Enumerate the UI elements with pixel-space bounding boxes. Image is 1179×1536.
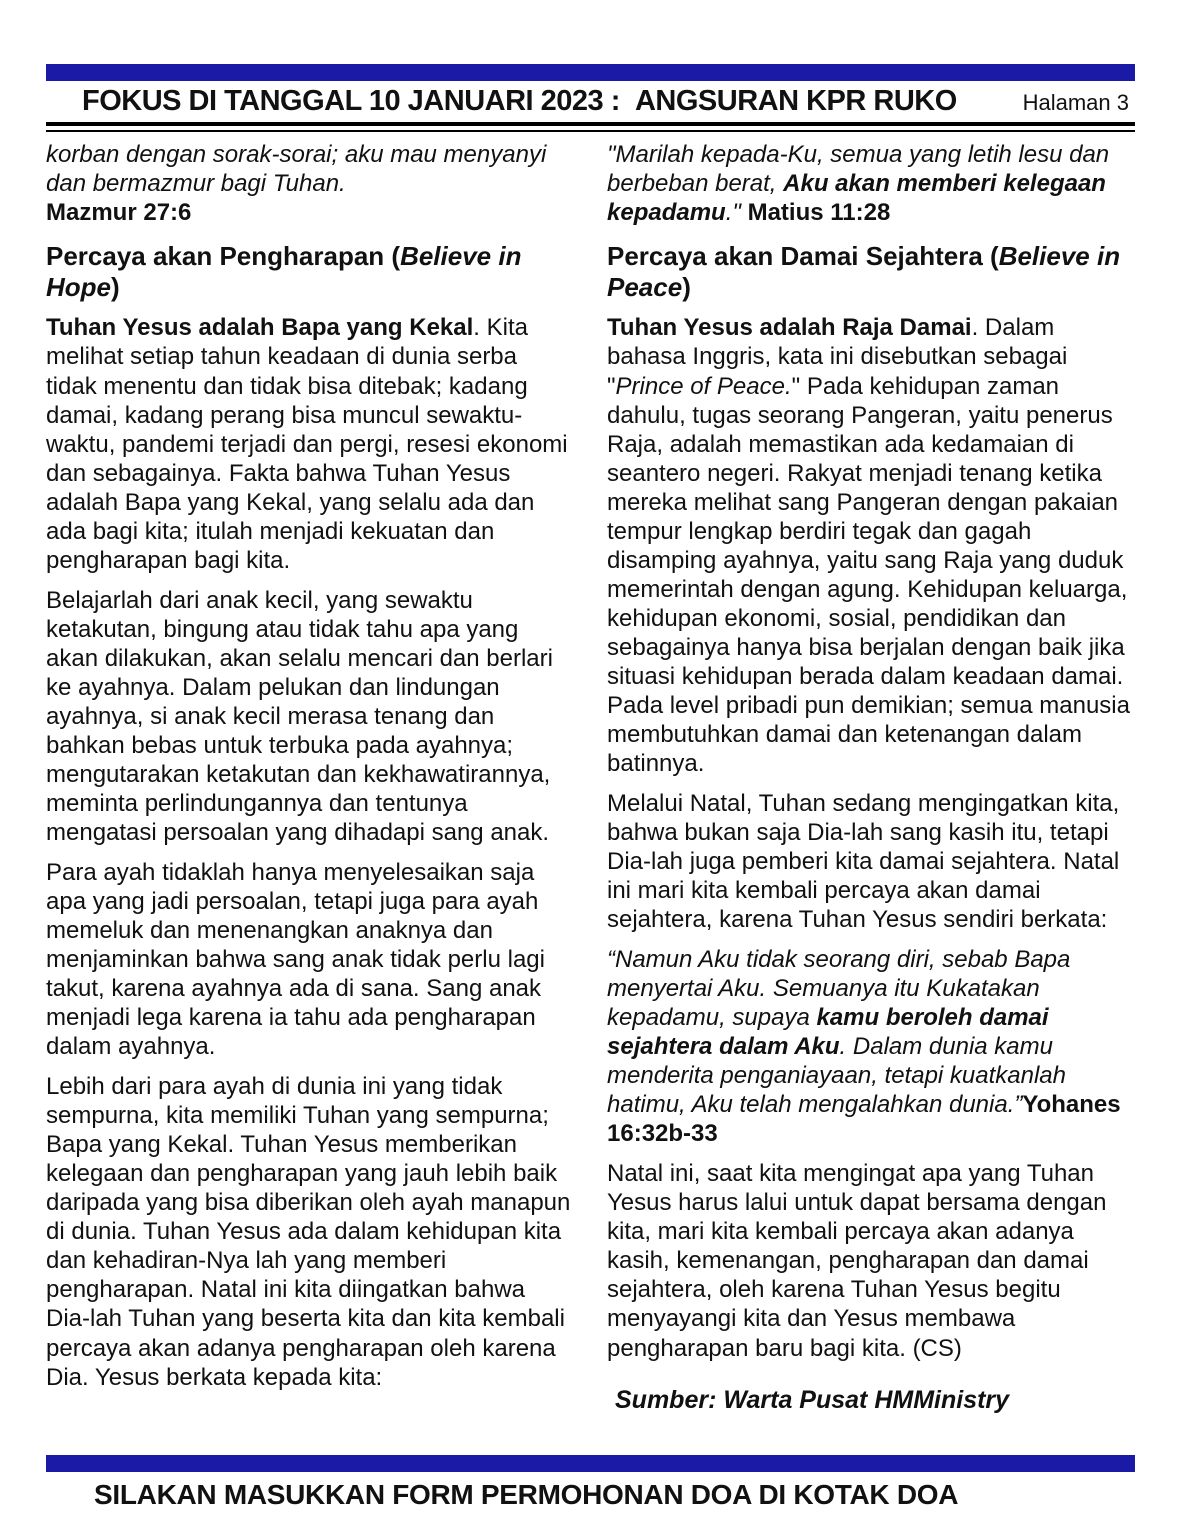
text-run: Lebih dari para ayah di dunia ini yang tidak sempurna, kita memiliki Tuhan yang sempurna; Bapa yang Kekal. Tuhan Yesus memberikan kelegaan dan pengharapan yang jauh lebih baik daripada yang bisa diberikan oleh ayah manapun di dunia. Tuhan Yesus ada dalam kehidupan kita dan kehadiran-Nya lah yang memberi pengharapan. Natal ini kita diingatkan bahwa Dia-lah Tuhan yang beserta kita dan kita kembali percaya akan adanya pengharapan oleh karena Dia. Yesus berkata kepada kita: <box>46 1073 571 1391</box>
paragraph <box>607 789 1135 934</box>
paragraph <box>46 313 574 574</box>
text-run: Belajarlah dari anak kecil, yang sewaktu ketakutan, bingung atau tidak tahu apa yang akan dilakukan, akan selalu mencari dan berlari ke ayahnya. Dalam pelukan dan lindungan ayahnya, si anak kecil merasa tenang dan bahkan bebas untuk terbuka pada ayahnya; mengutarakan ketakutan dan kekhawatirannya, meminta perlindungannya dan tentunya mengatasi persoalan yang dihadapi sang anak. <box>46 586 553 846</box>
paragraph <box>607 1159 1135 1362</box>
page-footer <box>46 1455 1135 1511</box>
heading <box>46 241 574 302</box>
header-accent-bar <box>46 64 1135 81</box>
text-run: . Dalam dunia kamu menderita penganiayaan, tetapi kuatkanlah hatimu, Aku telah mengalahkan dunia.” <box>607 1033 1066 1119</box>
text-run: " Pada kehidupan zaman dahulu, tugas seorang Pangeran, yaitu penerus Raja, adalah memastikan ada kedamaian di seantero negeri. Rakyat menjadi tenang ketika mereka melihat sang Pangeran dengan pakaian tempur lengkap berdiri tegak dan gagah disamping ayahnya, yaitu sang Raja yang duduk memerintah dengan agung. Kehidupan keluarga, kehidupan ekonomi, sosial, pendidikan dan sebagainya hanya bisa berjalan dengan baik jika situasi kehidupan berada dalam keadaan damai. Pada level pribadi pun demikian; semua manusia membutuhkan damai dan ketenangan dalam batinnya. <box>607 372 1130 777</box>
text-run: Believe in Hope <box>46 241 522 302</box>
text-run: "Marilah kepada-Ku, semua yang letih lesu dan berbeban berat, <box>607 141 1110 198</box>
text-run: Percaya akan Pengharapan ( <box>46 241 401 272</box>
text-run: Melalui Natal, Tuhan sedang mengingatkan kita, bahwa bukan saja Dia-lah sang kasih itu, tetapi Dia-lah juga pemberi kita damai sejahtera. Natal ini mari kita kembali percaya akan damai sejahtera, karena Tuhan Yesus sendiri berkata: <box>607 789 1120 934</box>
text-run: Natal ini, saat kita mengingat apa yang Tuhan Yesus harus lalui untuk dapat bersama dengan kita, mari kita kembali percaya akan adanya kasih, kemenangan, pengharapan dan damai sejahtera, oleh karena Tuhan Yesus begitu menyayangi kita dan Yesus membawa pengharapan baru bagi kita. (CS) <box>607 1160 1107 1362</box>
verse <box>46 140 574 227</box>
text-run: Tuhan Yesus adalah Bapa yang Kekal <box>46 314 474 342</box>
page-number: Halaman 3 <box>1022 90 1129 115</box>
footer-text: SILAKAN MASUKKAN FORM PERMOHONAN DOA DI KOTAK DOA <box>94 1479 959 1510</box>
text-run: korban dengan sorak-sorai; aku mau menyanyi dan bermazmur bagi Tuhan. <box>46 141 547 198</box>
paragraph <box>46 858 574 1061</box>
page-title: FOKUS DI TANGGAL 10 JANUARI 2023 : ANGSURAN KPR RUKO <box>82 85 957 117</box>
text-run: Para ayah tidaklah hanya menyelesaikan saja apa yang jadi persoalan, tetapi juga para ayah memeluk dan menenangkan anaknya dan menjaminkan bahwa sang anak tidak perlu lagi takut, karena ayahnya ada di sana. Sang anak menjadi lega karena ia tahu ada pengharapan dalam ayahnya. <box>46 859 545 1061</box>
text-run: ) <box>111 271 120 302</box>
text-run: . Dalam bahasa Inggris, kata ini disebutkan sebagai " <box>607 314 1068 400</box>
paragraph <box>607 313 1135 778</box>
paragraph <box>46 586 574 847</box>
text-run: kamu beroleh damai sejahtera dalam Aku <box>607 1004 1049 1061</box>
column-left <box>46 140 574 1446</box>
footer-accent-bar <box>46 1455 1135 1472</box>
text-run: “Namun Aku tidak seorang diri, sebab Bapa menyertai Aku. Semuanya itu Kukatakan kepadamu, supaya <box>607 946 1071 1032</box>
text-run: Yohanes 16:32b-33 <box>607 1091 1121 1148</box>
verse <box>607 945 1135 1148</box>
verse <box>607 140 1135 227</box>
text-run: ) <box>682 271 691 302</box>
text-run: Mazmur 27:6 <box>46 199 192 227</box>
text-run: Aku akan memberi kelegaan kepadamu <box>607 170 1106 227</box>
paragraph <box>46 1072 574 1391</box>
header-rule <box>46 122 1135 132</box>
text-run: Percaya akan Damai Sejahtera ( <box>607 241 999 272</box>
text-run: ." <box>725 199 748 227</box>
article-body <box>46 140 1135 1446</box>
source <box>607 1385 1135 1415</box>
text-run: Matius 11:28 <box>747 199 891 227</box>
column-right <box>607 140 1135 1446</box>
text-run: Prince of Peace. <box>615 372 792 400</box>
text-run: Believe in Peace <box>607 241 1121 302</box>
page-header <box>46 81 1135 122</box>
heading <box>607 241 1135 302</box>
text-run: . Kita melihat setiap tahun keadaan di dunia serba tidak menentu dan tidak bisa ditebak; kadang damai, kadang perang bisa muncul sewaktu-waktu, pandemi terjadi dan pergi, resesi ekonomi dan sebagainya. Fakta bahwa Tuhan Yesus adalah Bapa yang Kekal, yang selalu ada dan ada bagi kita; itulah menjadi kekuatan dan pengharapan bagi kita. <box>46 314 568 574</box>
text-run: Sumber: Warta Pusat HMMinistry <box>615 1385 1010 1414</box>
text-run: Tuhan Yesus adalah Raja Damai <box>607 314 972 342</box>
